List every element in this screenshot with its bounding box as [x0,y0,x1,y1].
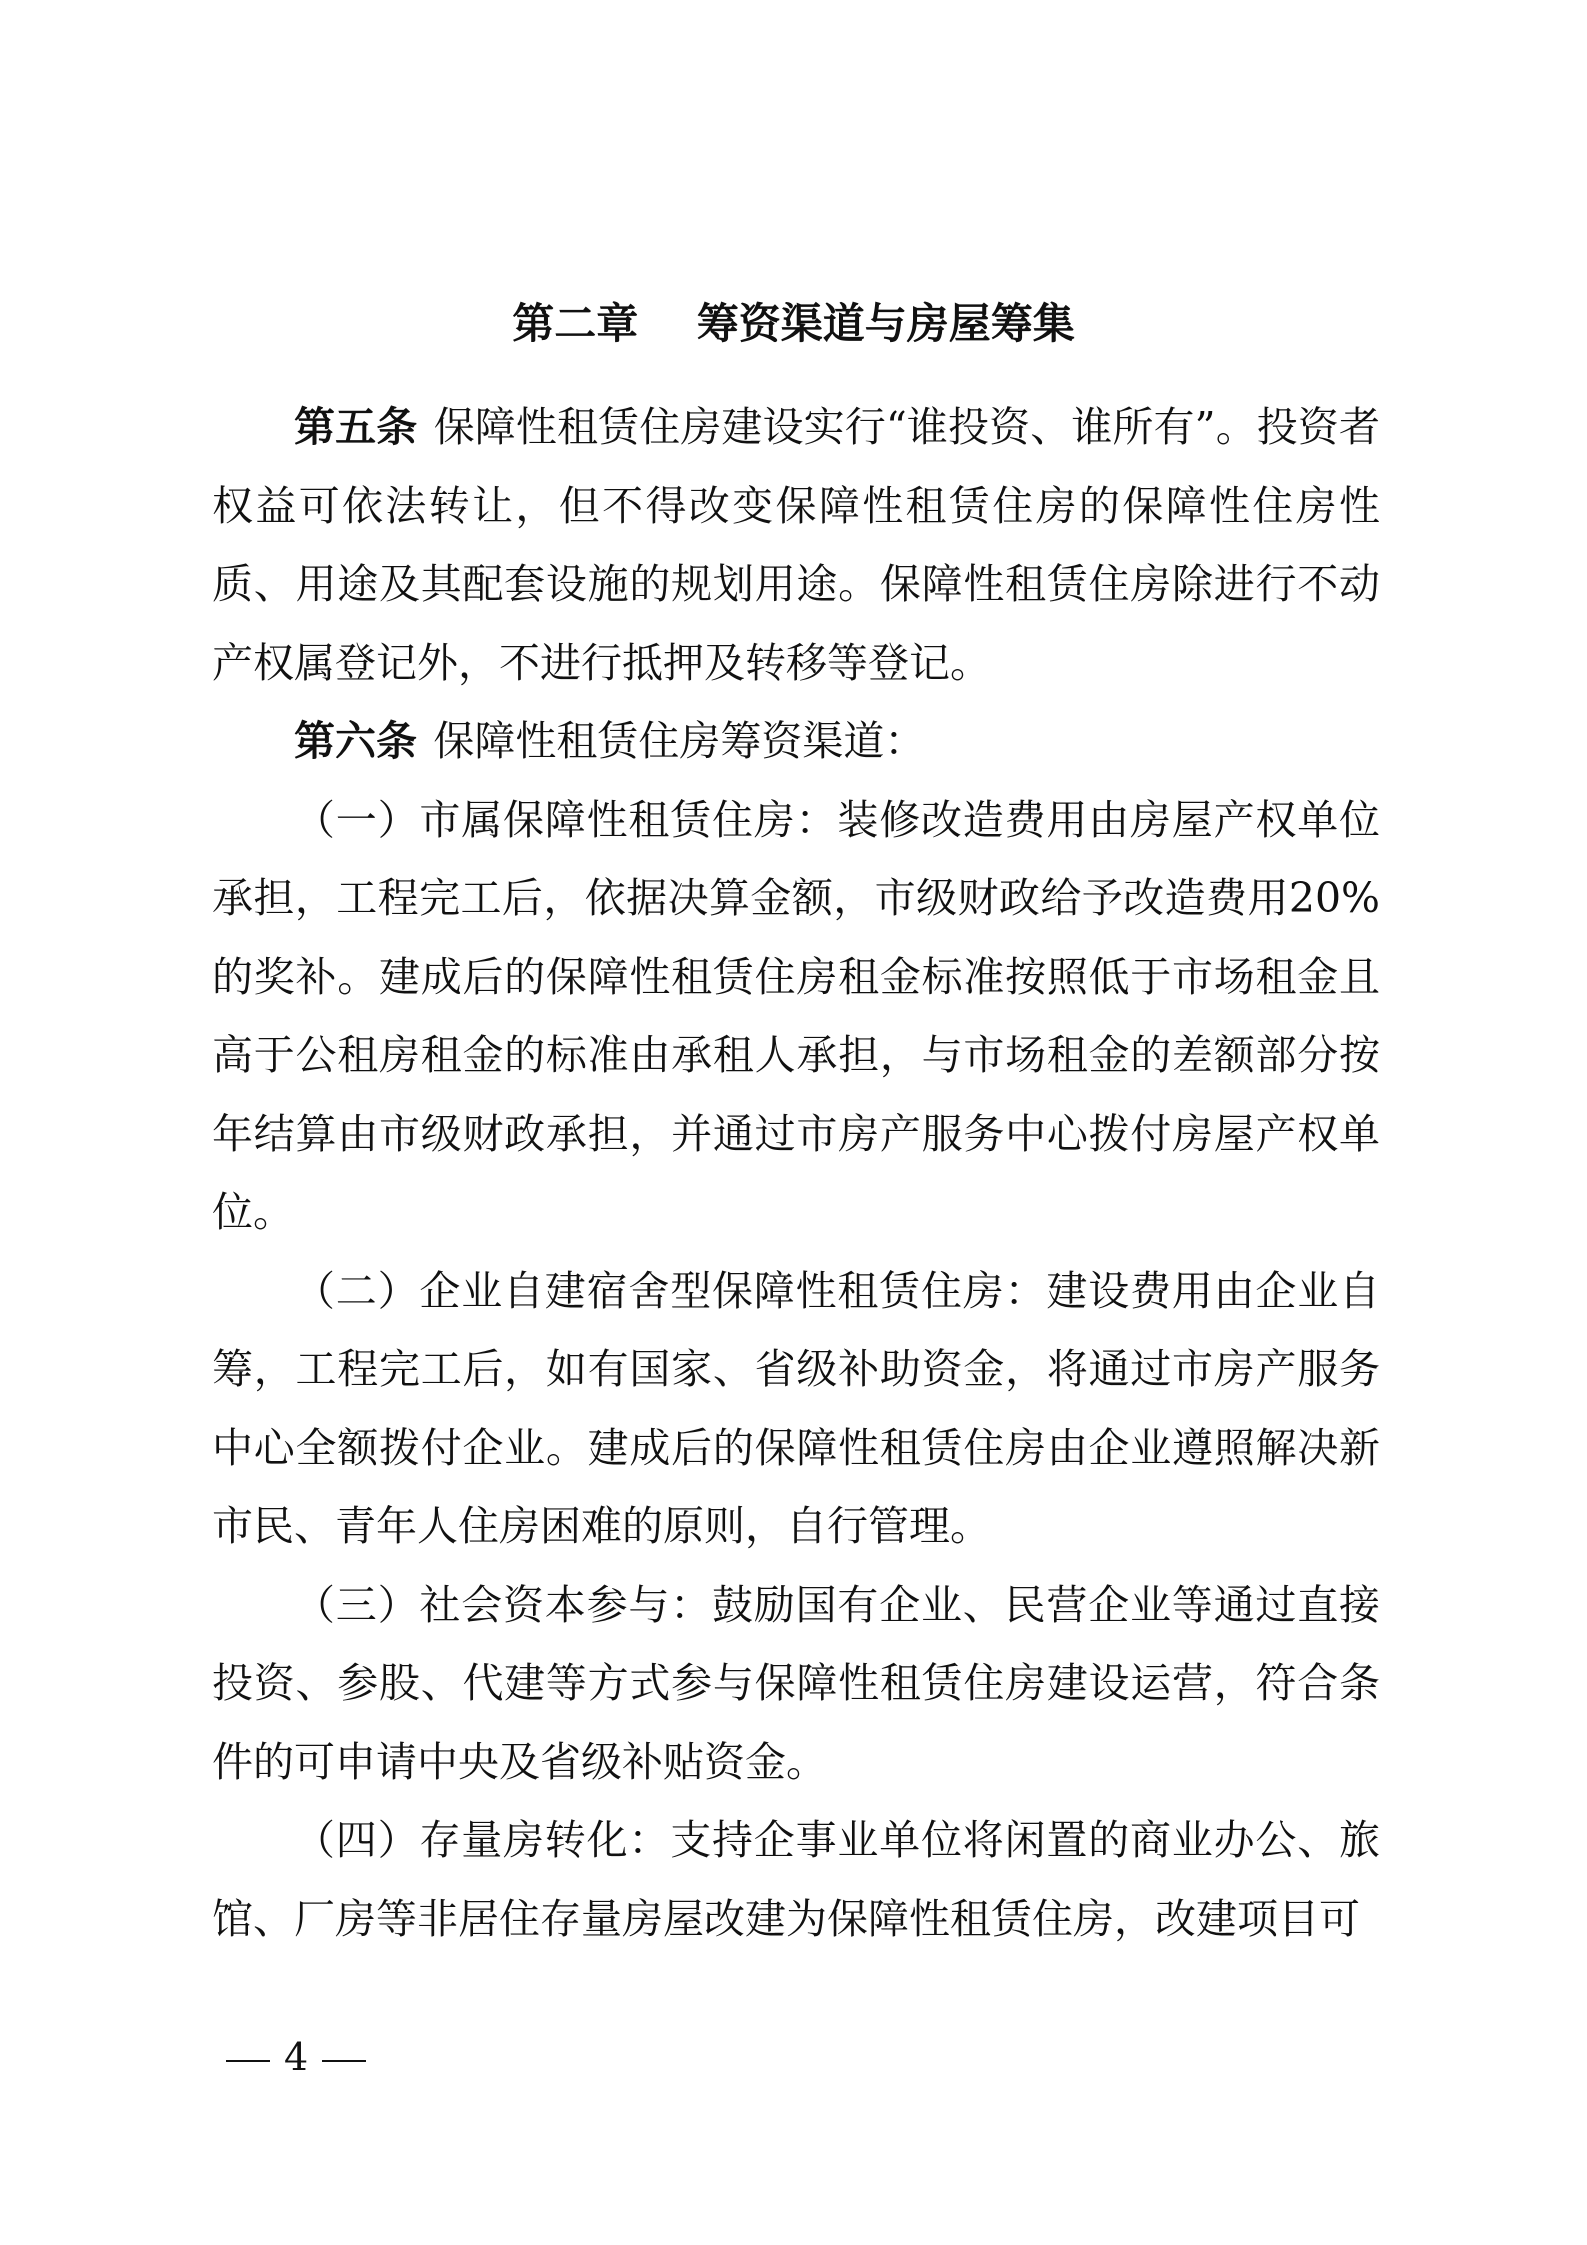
list-item-paragraph: （四）存量房转化：支持企事业单位将闲置的商业办公、旅馆、厂房等非居住存量房屋改建为保障性租赁住房，改建项目可 [212,1816,1380,1943]
list-item-paragraph: （一）市属保障性租赁住房：装修改造费用由房屋产权单位承担，工程完工后，依据决算金额，市级财政给予改造费用20%的奖补。建成后的保障性租赁住房租金标准按照低于市场租金且高于公租房租金的标准由承租人承担，与市场租金的差额部分按年结算由市级财政承担，并通过市房产服务中心拨付房屋产权单位。 [212,795,1380,1236]
article-text: 保障性租赁住房筹资渠道： [433,717,926,765]
article-paragraph [212,702,1380,781]
footer-dash-right [322,2060,366,2062]
footer-dash-left [226,2060,270,2062]
list-item-paragraph: （二）企业自建宿舍型保障性租赁住房：建设费用由企业自筹，工程完工后，如有国家、省级补助资金，将通过市房产服务中心全额拨付企业。建成后的保障性租赁住房由企业遵照解决新市民、青年人住房困难的原则，自行管理。 [212,1266,1380,1550]
page-number: 4 [284,2035,309,2079]
chapter-title: 第二章 筹资渠道与房屋筹集 [512,299,1075,348]
page-footer [212,2032,380,2082]
article-text: 保障性租赁住房建设实行“谁投资、谁所有”。投资者权益可依法转让，但不得改变保障性租赁住房的保障性住房性质、用途及其配套设施的规划用途。保障性租赁住房除进行不动产权属登记外，不进行抵押及转移等登记。 [212,403,1380,687]
article-label: 第六条 [294,717,417,765]
article-paragraph [212,388,1380,702]
document-body [212,388,1380,1958]
list-item-paragraph: （三）社会资本参与：鼓励国有企业、民营企业等通过直接投资、参股、代建等方式参与保障性租赁住房建设运营，符合条件的可申请中央及省级补贴资金。 [212,1580,1380,1786]
article-label: 第五条 [294,403,418,451]
